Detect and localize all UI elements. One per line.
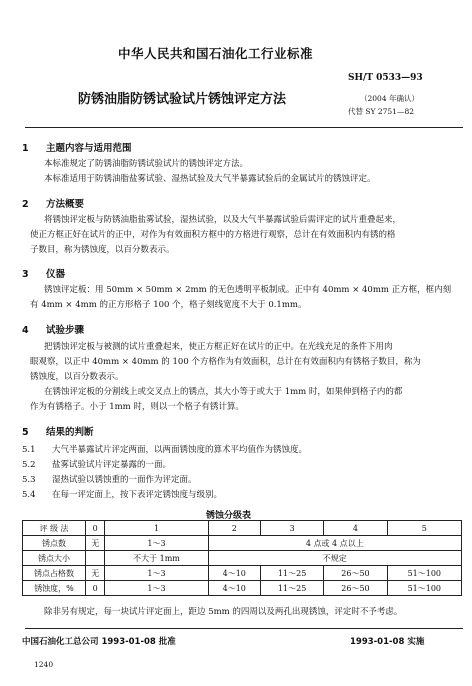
section-1-line: 本标准规定了防锈油脂防锈试验试片的锈蚀评定方法。 bbox=[44, 159, 249, 169]
table-cell: 11～25 bbox=[260, 581, 323, 596]
table-cell: 51～100 bbox=[387, 566, 461, 581]
table-cell: 锈点占格数 bbox=[23, 566, 86, 581]
subitem-5-3: 5.3 湿热试验以锈蚀重的一面作为评定面。 bbox=[22, 475, 197, 485]
section-2-line: 使正方框正好在试片的正中，对作为有效面积方框中的方格进行观察，总计在有效面积内有锈的格 bbox=[30, 230, 396, 240]
footer-rule bbox=[25, 628, 463, 629]
section-2-heading: 2 方法概要 bbox=[22, 199, 85, 210]
section-4-heading: 4 试验步骤 bbox=[22, 325, 85, 336]
table-cell: 26～50 bbox=[324, 581, 387, 596]
subitem-5-1: 5.1 大气半暴露试片评定两面，以两面锈蚀度的算术平均值作为锈蚀度。 bbox=[22, 445, 308, 455]
table-cell: 1～3 bbox=[105, 581, 208, 596]
subitem-5-4: 5.4 在每一评定面上，按下表评定锈蚀度与级别。 bbox=[22, 490, 223, 500]
section-4-line: 把锈蚀评定板与被测的试片重叠起来，使正方框正好在试片的正中。在光线充足的条件下用肉 bbox=[44, 342, 393, 352]
section-4-line: 在锈蚀评定板的分割线上或交叉点上的锈点，其大小等于或大于 1mm 时，如果伸到格子内的都 bbox=[44, 387, 403, 397]
effective-date: 1993-01-08 实施 bbox=[350, 637, 425, 647]
table-cell: 2 bbox=[208, 521, 260, 536]
header-rule bbox=[25, 127, 463, 128]
subitem-5-2: 5.2 盐雾试验试片评定暴露的一面。 bbox=[22, 460, 172, 470]
section-4-line: 眼观察，以正中 40mm × 40mm 的 100 个方格作为有效面积，总计在有效面积内有锈格子数目，称为 bbox=[30, 357, 421, 367]
table-cell: 26～50 bbox=[324, 566, 387, 581]
table-cell: 锈点数 bbox=[23, 536, 86, 551]
page-number: 1240 bbox=[34, 660, 54, 669]
table-cell: 锈点大小 bbox=[23, 551, 86, 566]
section-2-line: 将锈蚀评定板与防锈油脂盐雾试验，湿热试验，以及大气半暴露试验后需评定的试片重叠起来， bbox=[44, 215, 402, 225]
section-4-line: 锈蚀度，以百分数表示。 bbox=[30, 372, 124, 382]
section-5-heading: 5 结果的判断 bbox=[22, 427, 94, 438]
table-cell: 0 bbox=[86, 581, 105, 596]
table-cell: 1 bbox=[105, 521, 208, 536]
table-cell: 3 bbox=[260, 521, 323, 536]
table-row bbox=[23, 581, 462, 596]
table-note: 除非另有规定，每一块试片评定面上，距边 5mm 的四周以及两孔出现锈蚀，评定时不予考虑。 bbox=[44, 607, 403, 617]
table-caption: 锈蚀分级表 bbox=[206, 511, 252, 521]
table-cell: 1～3 bbox=[105, 566, 208, 581]
table-cell: 4 bbox=[324, 521, 387, 536]
standard-code: SH/T 0533—93 bbox=[348, 73, 423, 83]
replaces-standard: 代替 SY 2751—82 bbox=[348, 107, 414, 116]
confirmation-year: （2004 年确认） bbox=[360, 94, 419, 103]
section-2-line: 子数目，称为锈蚀度，以百分数表示。 bbox=[30, 245, 175, 255]
table-cell: 5 bbox=[387, 521, 461, 536]
table-cell: 51～100 bbox=[387, 581, 461, 596]
table-cell: 不大于 1mm bbox=[105, 551, 208, 566]
section-1-line: 本标准适用于防锈油脂盐雾试验、湿热试验及大气半暴露试验后的金属试片的锈蚀评定。 bbox=[44, 174, 376, 184]
table-cell bbox=[86, 551, 105, 566]
table-cell: 无 bbox=[86, 566, 105, 581]
issuing-organization: 中华人民共和国石油化工行业标准 bbox=[118, 46, 314, 61]
section-3-heading: 3 仪器 bbox=[22, 269, 66, 280]
table-cell: 1～3 bbox=[105, 536, 208, 551]
table-cell: 不规定 bbox=[208, 551, 461, 566]
table-cell: 锈蚀度，% bbox=[23, 581, 86, 596]
section-3-line: 锈蚀评定板：用 50mm × 50mm × 2mm 的无色透明平板制成。正中有 40mm × 40mm 正方框，框内刻 bbox=[44, 285, 452, 295]
table-row bbox=[23, 521, 462, 536]
table-cell: 4 点或 4 点以上 bbox=[208, 536, 461, 551]
table-cell: 评 级 法 bbox=[23, 521, 86, 536]
table-row bbox=[23, 551, 462, 566]
section-3-line: 有 4mm × 4mm 的正方形格子 100 个，格子刻线宽度不大于 0.1mm。 bbox=[30, 300, 307, 310]
table-cell: 无 bbox=[86, 536, 105, 551]
approval-line: 中国石油化工总公司 1993-01-08 批准 bbox=[22, 637, 176, 647]
table-cell: 4～10 bbox=[208, 566, 260, 581]
table-row bbox=[23, 536, 462, 551]
rust-grade-table bbox=[22, 520, 462, 596]
section-4-line: 作为有锈格子。小于 1mm 时，则以一个格子有锈计算。 bbox=[30, 402, 244, 412]
table-cell: 11～25 bbox=[260, 566, 323, 581]
table-cell: 0 bbox=[86, 521, 105, 536]
table-cell: 4～10 bbox=[208, 581, 260, 596]
section-1-heading: 1 主题内容与适用范围 bbox=[22, 143, 132, 154]
table-row bbox=[23, 566, 462, 581]
standard-title: 防锈油脂防锈试验试片锈蚀评定方法 bbox=[78, 92, 287, 107]
